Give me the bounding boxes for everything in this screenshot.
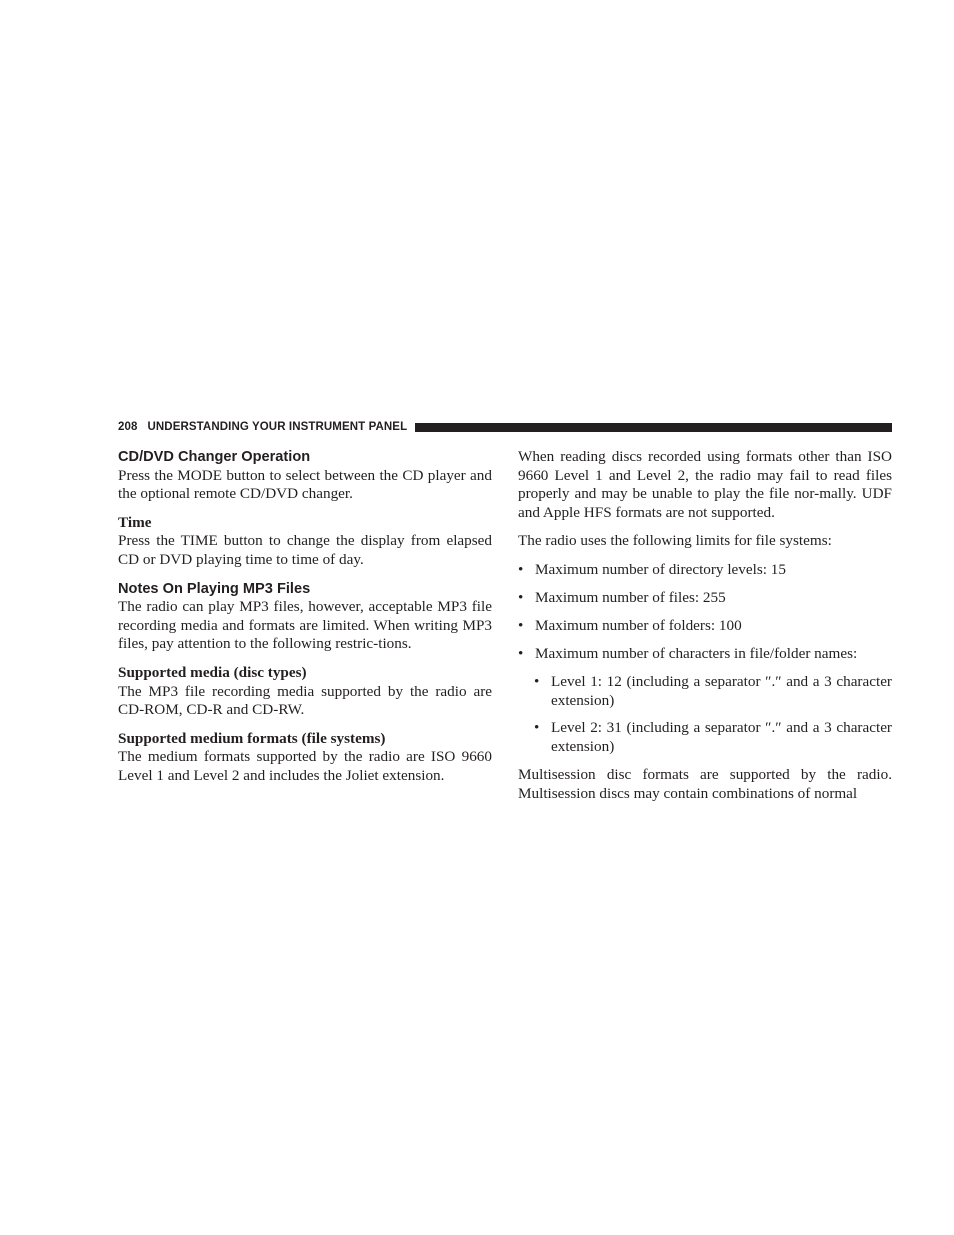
bullet-icon: • xyxy=(518,644,524,662)
right-column xyxy=(518,448,892,803)
header-rule xyxy=(415,423,892,432)
multisession-paragraph: Multisession disc formats are supported by the radio. Multisession discs may contain combinations of normal xyxy=(518,766,892,802)
list-item-text: Maximum number of folders: 100 xyxy=(535,616,742,634)
supported-media-body: The MP3 file recording media supported by the radio are CD-ROM, CD-R and CD-RW. xyxy=(118,682,492,719)
bullet-icon: • xyxy=(518,616,524,634)
list-item-text: Maximum number of directory levels: 15 xyxy=(535,560,786,578)
supported-formats-body: The medium formats supported by the radio are ISO 9660 Level 1 and Level 2 and includes the Joliet extension. xyxy=(118,748,492,784)
page-header xyxy=(118,419,892,435)
list-item-text: Maximum number of characters in file/folder names: xyxy=(535,644,858,662)
left-column xyxy=(118,448,492,786)
list-item xyxy=(518,589,892,608)
sub-list-item xyxy=(534,719,892,756)
sub-list-item-text: Level 1: 12 (including a separator ″.″ and a 3 character extension) xyxy=(551,672,892,709)
cd-changer-body: Press the MODE button to select between the CD player and the optional remote CD/DVD changer. xyxy=(118,466,492,503)
formats-intro-paragraph: When reading discs recorded using formats other than ISO 9660 Level 1 and Level 2, the radio may fail to read files properly and may be unable to play the file nor-mally. UDF and Apple HFS formats are not supported. xyxy=(518,448,892,521)
bullet-icon: • xyxy=(518,588,524,606)
supported-media-heading: Supported media (disc types) xyxy=(118,663,307,681)
cd-changer-heading: CD/DVD Changer Operation xyxy=(118,449,311,465)
limits-list xyxy=(518,561,892,664)
section-title: UNDERSTANDING YOUR INSTRUMENT PANEL xyxy=(147,421,408,433)
sub-list-item xyxy=(534,673,892,710)
time-body: Press the TIME button to change the display from elapsed CD or DVD playing time to time of day. xyxy=(118,532,492,568)
list-item xyxy=(518,617,892,636)
time-heading: Time xyxy=(118,513,152,531)
list-item xyxy=(518,645,892,664)
limits-intro-paragraph: The radio uses the following limits for file systems: xyxy=(518,532,832,550)
bullet-icon: • xyxy=(534,672,540,690)
bullet-icon: • xyxy=(534,719,540,737)
mp3-notes-body: The radio can play MP3 files, however, acceptable MP3 file recording media and formats are limited. When writing MP3 files, pay attention to the following restric-tions. xyxy=(118,598,492,653)
list-item xyxy=(518,561,892,580)
sub-list-item-text: Level 2: 31 (including a separator ″.″ and a 3 character extension) xyxy=(551,719,892,756)
sub-limits-list xyxy=(518,673,892,757)
list-item-text: Maximum number of files: 255 xyxy=(535,588,726,606)
mp3-notes-heading: Notes On Playing MP3 Files xyxy=(118,580,311,597)
supported-formats-heading: Supported medium formats (file systems) xyxy=(118,729,386,747)
page-number: 208 xyxy=(118,421,138,433)
bullet-icon: • xyxy=(518,560,524,578)
